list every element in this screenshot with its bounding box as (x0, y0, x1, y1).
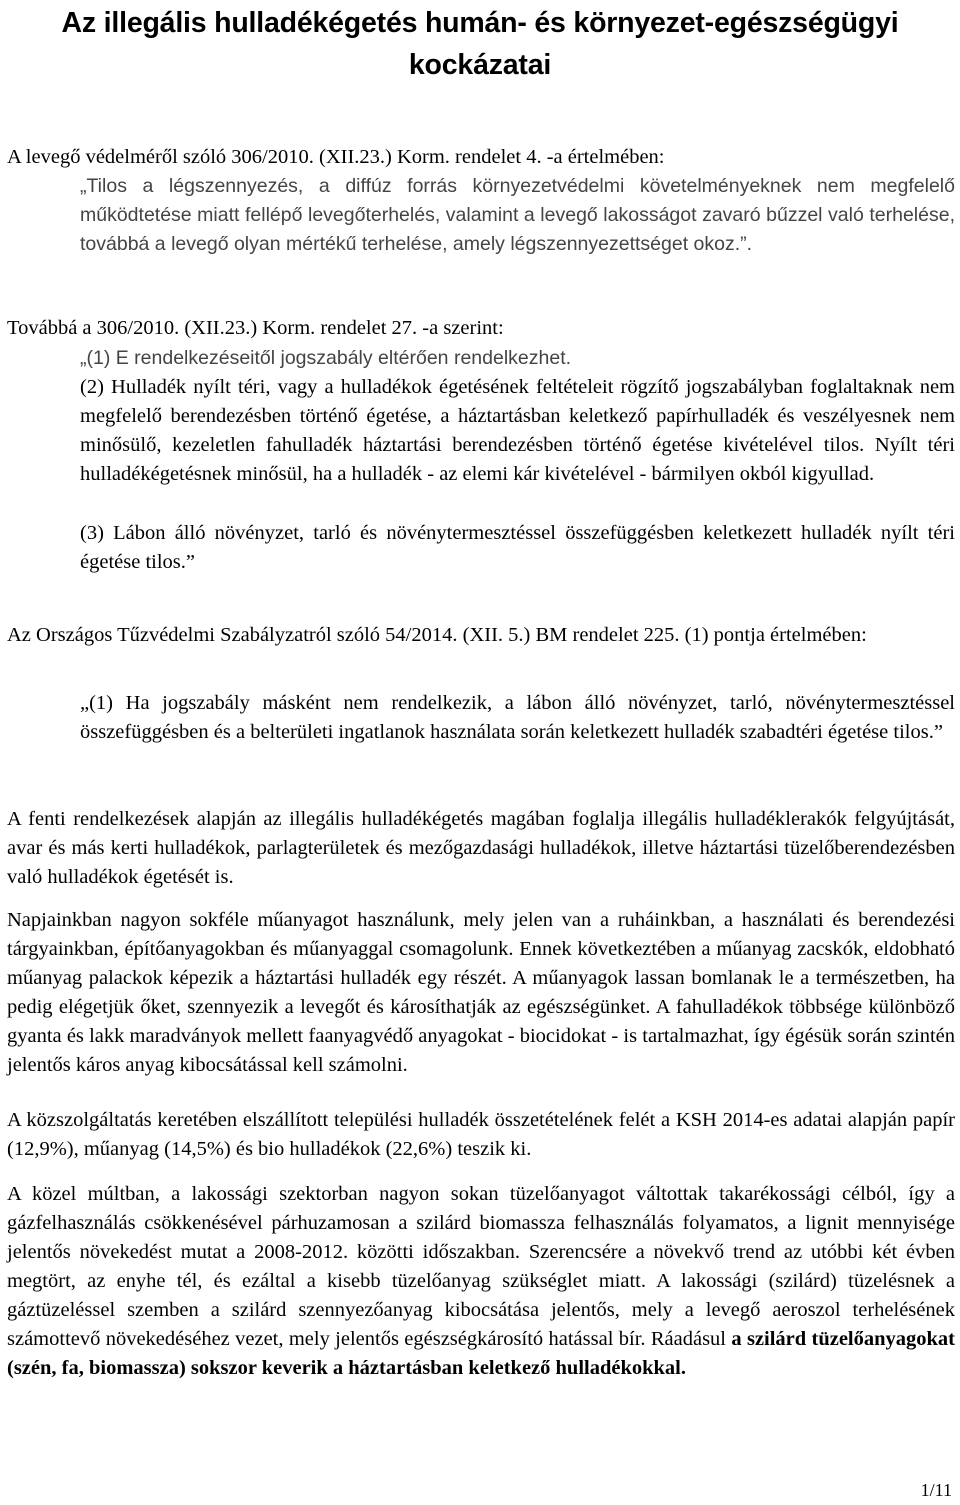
kozel-multban-text: A közel múltban, a lakossági szektorban nagyon sokan tüzelőanyagot váltottak takarékossági célból, így a gázfelhasználás csökkenésével párhuzamosan a szilárd biomassza felhasználás folyamatos, a lignit mennyisége jelentős növekedést mutat a 2008-2012. közötti időszakban. Szerencsére a növekvő trend az utóbbi két évben megtört, az enyhe tél, és ezáltal a kisebb tüzelőanyag szükséglet miatt. A lakossági (szilárd) tüzelésnek a gáztüzeléssel szemben a szilárd szennyezőanyag kibocsátása jelentős, mely a levegő aeroszol terhelésének számottevő növekedéséhez vezet, mely jelentős egészségkárosító hatással bír. Ráadásul (7, 1183, 955, 1350)
levego-quote: „Tilos a légszennyezés, a diffúz forrás környezetvédelmi követelményeknek nem megfelelő működtetése miatt fellépő levegőterhelés, valamint a levegő lakosságot zavaró bűzzel való terhelése, továbbá a levegő olyan mértékű terhelése, amely légszennyezettséget okoz.”. (80, 175, 955, 255)
napjainkban-paragraph: Napjainkban nagyon sokféle műanyagot használunk, mely jelen van a ruháinkban, a használati és berendezési tárgyainkban, építőanyagokban és műanyaggal csomagolunk. Ennek következtében a műanyag zacskók, eldobható műanyag palackok képezik a háztartási hulladék egy részét. A műanyagok lassan bomlanak le a természetben, ha pedig elégetjük őket, szennyezik a levegőt és károsíthatják az egészségünket. A fahulladékok többsége különböző gyanta és lakk maradványok mellett faanyagvédő anyagokat - biocidokat - is tartalmazhat, így égésük során szintén jelentős káros anyag kibocsátással kell számolni. (7, 909, 955, 1076)
tovabba-intro: Továbbá a 306/2010. (XII.23.) Korm. rendelet 27. -a szerint: (7, 317, 504, 339)
kozel-multban-bold-text: a szilárd tüzelőanyagokat (szén, fa, biomassza) sokszor keverik a háztartásban keletkező hulladékokkal. (7, 1328, 955, 1379)
fenti-paragraph: A fenti rendelkezések alapján az illegális hulladékégetés magában foglalja illegális hulladéklerakók felgyújtását, avar és más kerti hulladékok, parlagterületek és mezőgazdasági hulladékok, illetve háztartási tüzelőberendezésben való hulladékok égetését is. (7, 808, 955, 888)
paragraph-2: (2) Hulladék nyílt téri, vagy a hulladékok égetésének feltételeit rögzítő jogszabályban foglaltaknak nem megfelelő berendezésben történő égetése, a háztartásban keletkező papírhulladék és veszélyesnek nem minősülő, kezeletlen fahulladék háztartási berendezésben történő égetése kivételével tilos. Nyílt téri hulladékégetésnek minősül, ha a hulladék - az elemi kár kivételével - bármilyen okból kigyullad. (80, 376, 955, 485)
paragraph-1-quote: „(1) E rendelkezéseitől jogszabály eltérően rendelkezhet. (80, 347, 572, 369)
paragraph-3: (3) Lábon álló növényzet, tarló és növénytermesztéssel összefüggésben keletkezett hulladék nyílt téri égetése tilos.” (80, 522, 955, 573)
document-title: Az illegális hulladékégetés humán- és környezet-egészségügyi kockázatai (61, 7, 899, 81)
kozszolgaltatas-paragraph: A közszolgáltatás keretében elszállított települési hulladék összetételének felét a KSH 2014-es adatai alapján papír (12,9%), műanyag (14,5%) és bio hulladékok (22,6%) teszik ki. (7, 1109, 955, 1160)
tuzvedelmi-intro: Az Országos Tűzvédelmi Szabályzatról szóló 54/2014. (XII. 5.) BM rendelet 225. (1) pontja értelmében: (7, 624, 867, 646)
kozel-multban-paragraph (7, 1180, 955, 1383)
levego-intro: A levegő védelméről szóló 306/2010. (XII.23.) Korm. rendelet 4. -a értelmében: (7, 146, 665, 168)
tuzvedelmi-quote: „(1) Ha jogszabály másként nem rendelkezik, a lábon álló növényzet, tarló, növénytermesztéssel összefüggésben és a belterületi ingatlanok használata során keletkezett hulladék szabadtéri égetése tilos.” (80, 692, 955, 743)
page-number: 1/11 (920, 1480, 952, 1500)
